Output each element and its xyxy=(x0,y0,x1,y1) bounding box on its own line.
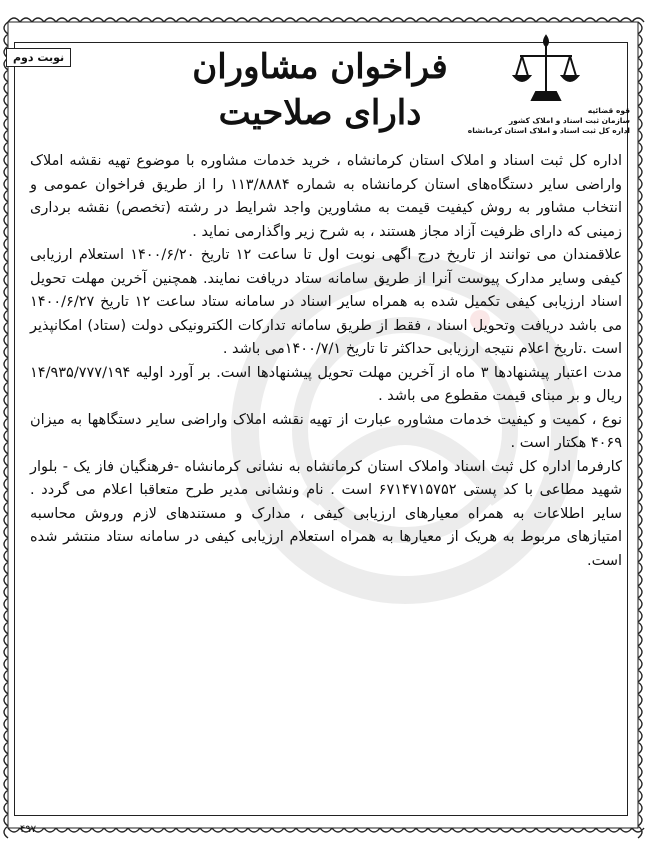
judiciary-emblem-icon xyxy=(512,30,580,110)
organization-block xyxy=(467,106,630,136)
paragraph-3: مدت اعتبار پیشنهادها ۳ ماه از آخرین مهلت تحویل پیشنهادها است. بر آورد اولیه ۱۴/۹۳۵/۷۷۷/۱۹۴ ریال و بر مبنای قیمت مقطوع می باشد . xyxy=(30,364,622,404)
page-title xyxy=(150,44,490,136)
paragraph-1: اداره کل ثبت اسناد و املاک استان کرمانشاه ، خرید خدمات مشاوره با موضوع تهیه نقشه املاک واراضی سایر دستگاه‌های استان کرمانشاه به شماره ۱۱۳/۸۸۸۴ را از طریق فراخوان عمومی و انتخاب مشاور به روش کیفیت قیمت به مشاورین واجد شرایط در رشته (تخصص) نقشه برداری زمینی که دارای ظرفیت آزاد مجاز هستند ، به شرح زیر واگذارمی نماید . xyxy=(30,153,622,240)
org-line-1: قوه قضائیه xyxy=(587,106,630,115)
org-line-2: سازمان ثبت اسناد و املاک کشور xyxy=(508,116,630,125)
paragraph-2: علاقمندان می توانند از تاریخ درج اگهی نوبت اول تا ساعت ۱۲ تاریخ ۱۴۰۰/۶/۲۰ استعلام ارزیابی کیفی وسایر مدارک پیوست آنرا از طریق سامانه ستاد دریافت نمایند. همچنین آخرین مهلت تحویل اسناد ارزیابی کیفی تکمیل شده به همراه سایر اسناد در سامانه ستاد ساعت ۱۲ تاریخ ۱۴۰۰/۶/۲۷ می باشد دریافت وتحویل اسناد ، فقط از طریق سامانه تدارکات الکترونیکی دولت (ستاد) امکانپذیر است .تاریخ اعلام نتیجه ارزیابی حداکثر تا تاریخ ۱۴۰۰/۷/۱می باشد . xyxy=(30,247,622,357)
title-line-1: فراخوان مشاوران xyxy=(192,47,448,87)
org-line-3: اداره کل ثبت اسناد و املاک استان کرمانشاه xyxy=(467,126,630,135)
paragraph-4: نوع ، کمیت و کیفیت خدمات مشاوره عبارت از تهیه نقشه املاک واراضی سایر دستگاهها به میزان ۴۰۶۹ هکتار است . xyxy=(30,411,622,451)
edition-label: نوبت دوم xyxy=(6,48,71,67)
announcement-body xyxy=(30,150,622,573)
title-line-2: دارای صلاحیت xyxy=(218,93,422,133)
paragraph-5: کارفرما اداره کل ثبت اسناد واملاک استان کرمانشاه به نشانی کرمانشاه -فرهنگیان فاز یک - بلوار شهید مطاعی با کد پستی ۶۷۱۴۷۱۵۷۵۲ است . نام ونشانی مدیر طرح متعاقبا اعلام می گردد . سایر اطلاعات به همراه معیارهای ارزیابی کیفی ، مدارک و مستندهای لازم وروش محاسبه امتیازهای مربوط به هریک از معیارها به همراه استعلام ارزیابی کیفی در سامانه ستاد منتشر شده است. xyxy=(30,458,622,569)
footer-code: ۴۹۷ xyxy=(20,824,37,835)
